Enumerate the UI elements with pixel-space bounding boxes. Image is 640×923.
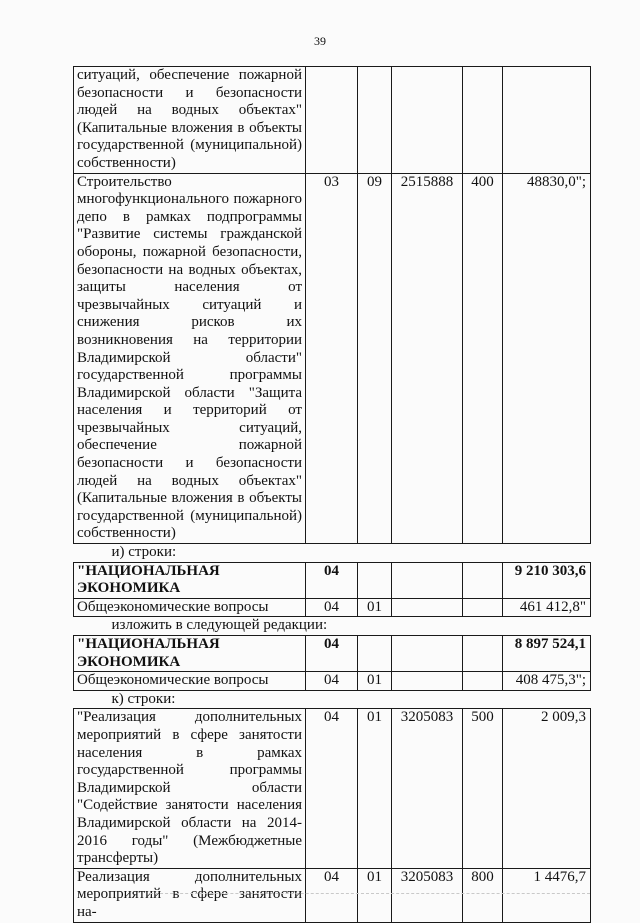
cell-subsection: 01: [358, 672, 392, 691]
cell-amount: 2 009,3: [503, 709, 591, 868]
cell-expense-type: [463, 636, 503, 672]
cell-expense-type: [463, 67, 503, 174]
cell-target-article: [392, 598, 463, 617]
page-number: 39: [314, 34, 326, 48]
note-text: изложить в следующей редакции:: [74, 617, 591, 636]
table-row: [74, 562, 591, 598]
cell-amount: 408 475,3";: [503, 672, 591, 691]
cell-name: Общеэкономические вопросы: [74, 672, 306, 691]
cell-amount: 48830,0";: [503, 173, 591, 543]
table-row: [74, 672, 591, 691]
table-row: [74, 67, 591, 174]
cell-expense-type: [463, 672, 503, 691]
note-text: к) строки:: [74, 690, 591, 709]
table-row: [74, 868, 591, 922]
cell-subsection: 01: [358, 598, 392, 617]
cell-expense-type: 800: [463, 868, 503, 922]
note-row: [74, 617, 591, 636]
cell-name: "НАЦИОНАЛЬНАЯ ЭКОНОМИКА: [74, 562, 306, 598]
cell-subsection: 01: [358, 868, 392, 922]
note-row: [74, 690, 591, 709]
cell-expense-type: [463, 598, 503, 617]
cell-amount: 9 210 303,6: [503, 562, 591, 598]
cell-section: 04: [306, 598, 358, 617]
cell-name: Строительство многофункционального пожарного депо в рамках подпрограммы "Развитие системы гражданской обороны, пожарной безопасности, безопасности на водных объектах, защиты населения от чрезвычайных ситуаций и снижения рисков их возникновения на территории Владимирской области" государственной программы Владимирской области "Защита населения и территорий от чрезвычайных ситуаций, обеспечение пожарной безопасности и безопасности людей на водных объектах" (Капитальные вложения в объекты государственной (муниципальной) собственности): [74, 173, 306, 543]
cell-section: 04: [306, 562, 358, 598]
note-row: [74, 544, 591, 563]
budget-table-body: [74, 67, 591, 923]
cell-target-article: [392, 562, 463, 598]
cell-amount: [503, 67, 591, 174]
note-text: и) строки:: [74, 544, 591, 563]
cell-amount: 461 412,8": [503, 598, 591, 617]
cell-expense-type: 500: [463, 709, 503, 868]
cell-section: [306, 67, 358, 174]
cell-expense-type: [463, 562, 503, 598]
table-row: [74, 598, 591, 617]
cell-target-article: 2515888: [392, 173, 463, 543]
cell-name: "НАЦИОНАЛЬНАЯ ЭКОНОМИКА: [74, 636, 306, 672]
cell-target-article: [392, 672, 463, 691]
cell-name: ситуаций, обеспечение пожарной безопасности и безопасности людей на водных объектах" (Капитальные вложения в объекты государственной (муниципальной) собственности): [74, 67, 306, 174]
cell-section: 04: [306, 636, 358, 672]
cell-section: 03: [306, 173, 358, 543]
cell-expense-type: 400: [463, 173, 503, 543]
cell-name: Реализация дополнительных мероприятий в сфере занятости на-: [74, 868, 306, 922]
cell-target-article: [392, 636, 463, 672]
cell-section: 04: [306, 672, 358, 691]
cell-amount: 8 897 524,1: [503, 636, 591, 672]
bottom-scan-line: [150, 893, 590, 894]
cell-subsection: 01: [358, 709, 392, 868]
cell-subsection: [358, 67, 392, 174]
cell-subsection: [358, 636, 392, 672]
cell-section: 04: [306, 868, 358, 922]
cell-amount: 1 4476,7: [503, 868, 591, 922]
cell-target-article: 3205083: [392, 868, 463, 922]
cell-name: "Реализация дополнительных мероприятий в сфере занятости населения в рамках государственной программы Владимирской области "Содействие занятости населения Владимирской области на 2014-2016 годы" (Межбюджетные трансферты): [74, 709, 306, 868]
cell-target-article: 3205083: [392, 709, 463, 868]
cell-subsection: [358, 562, 392, 598]
cell-subsection: 09: [358, 173, 392, 543]
cell-section: 04: [306, 709, 358, 868]
table-row: [74, 709, 591, 868]
cell-target-article: [392, 67, 463, 174]
table-row: [74, 636, 591, 672]
cell-name: Общеэкономические вопросы: [74, 598, 306, 617]
table-row: [74, 173, 591, 543]
budget-table: [73, 66, 591, 923]
